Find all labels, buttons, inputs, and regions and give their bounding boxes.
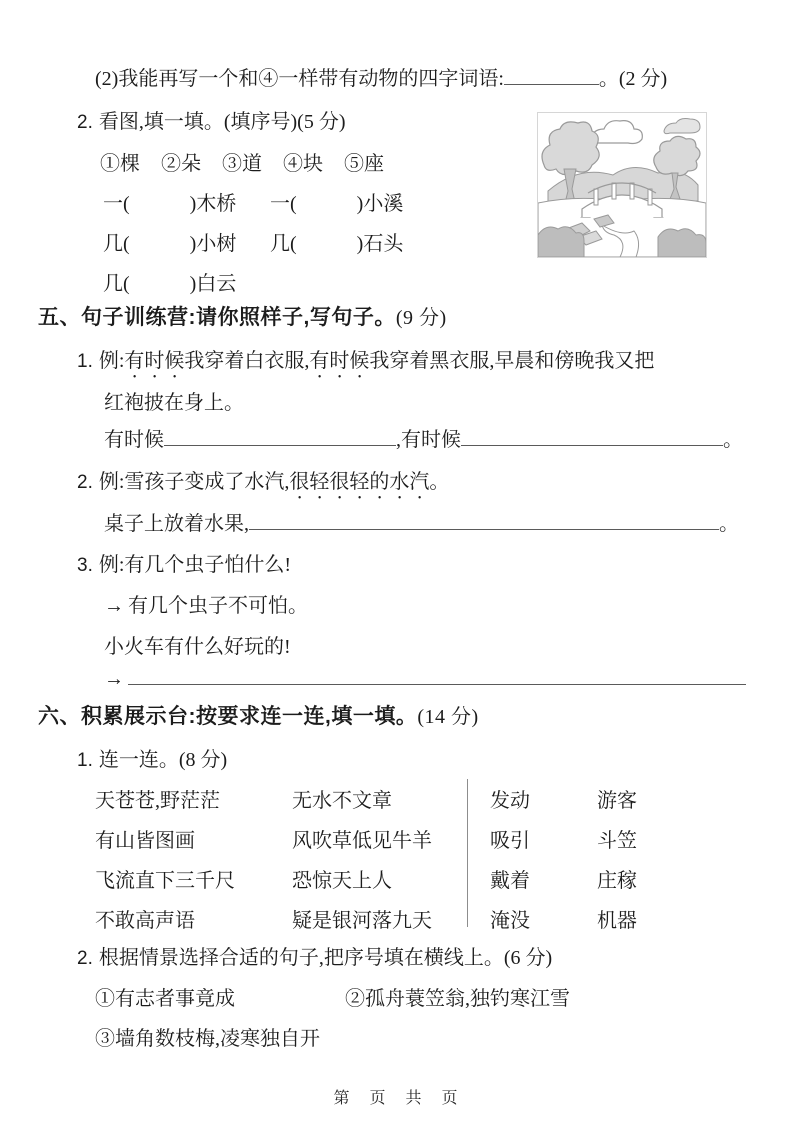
answer-blank <box>249 525 719 530</box>
match-verb-1: 发动 <box>490 790 530 812</box>
choice-1: ①有志者事竟成 <box>95 988 235 1010</box>
arrow-icon: → <box>104 668 124 690</box>
option-1: ①棵 <box>100 153 140 175</box>
column-divider <box>467 779 468 927</box>
transformed-text: 有几个虫子不可怕。 <box>128 595 308 617</box>
question-4-2-label: (2) <box>95 68 119 90</box>
example-end-punct: 。 <box>429 471 450 493</box>
choice-3: ③墙角数枝梅,凌寒独自开 <box>95 1028 320 1050</box>
item-number: 2. <box>77 112 93 133</box>
option-2: ②朵 <box>161 153 201 175</box>
emphasized-phrase: 有时候 <box>309 350 370 372</box>
section-6-title-text: 六、积累展示台:按要求连一连,填一填。 <box>38 705 418 728</box>
example-text: 我穿着黑衣服,早晨和傍晚我又把 <box>369 350 655 372</box>
example-prefix: 例: <box>98 350 125 372</box>
fill-item-stones: 几( )石头 <box>270 233 404 255</box>
section-5-title-text: 五、句子训练营:请你照样子,写句子。 <box>38 306 396 329</box>
question-4-2-score: 。(2 分) <box>598 68 668 90</box>
section-5-score: (9 分) <box>395 307 447 329</box>
match-noun-3: 庄稼 <box>597 870 637 892</box>
example-prefix: 例: <box>98 471 125 493</box>
answer-blank-idiom <box>504 80 599 85</box>
item-number: 2. <box>77 948 93 969</box>
section5-q2-example-line <box>77 469 449 504</box>
item-number: 2. <box>77 472 93 493</box>
section6-item2-line <box>77 945 552 972</box>
answer-lead-text: 桌子上放着水果, <box>104 513 249 535</box>
example-text: 有几个虫子怕什么! <box>124 554 292 576</box>
option-5: ⑤座 <box>344 153 384 175</box>
fill-item-small-trees: 几( )小树 <box>103 233 237 255</box>
answer-lead-text: 有时候 <box>104 429 164 451</box>
arrow-icon: → <box>104 595 124 617</box>
fill-item-stream: 一( )小溪 <box>270 193 404 215</box>
section5-q1-example-line2: 红袍披在身上。 <box>104 392 244 414</box>
fill-item-clouds: 几( )白云 <box>103 273 237 295</box>
section6-item2-text: 根据情景选择合适的句子,把序号填在横线上。(6 分) <box>98 947 553 969</box>
bridge-landscape-svg <box>538 113 706 257</box>
option-3: ③道 <box>222 153 262 175</box>
emphasized-phrase: 很轻很轻的水汽 <box>289 471 430 493</box>
item-number: 1. <box>77 750 93 771</box>
section5-q3-transformed-line <box>104 593 308 619</box>
section-5-title <box>38 305 447 331</box>
section6-item1-line <box>77 747 227 774</box>
answer-blank <box>128 680 746 685</box>
match-verb-2: 吸引 <box>490 830 530 852</box>
match-mid-1: 无水不文章 <box>292 790 392 812</box>
match-left-1: 天苍苍,野茫茫 <box>95 790 220 812</box>
emphasized-phrase: 有时候 <box>124 350 185 372</box>
answer-mid-text: ,有时候 <box>396 429 461 451</box>
match-noun-4: 机器 <box>597 910 637 932</box>
section5-q3-answer-line <box>104 666 746 692</box>
section5-q2-answer-line <box>104 511 739 537</box>
match-mid-4: 疑是银河落九天 <box>292 910 432 932</box>
match-mid-2: 风吹草低见牛羊 <box>292 830 432 852</box>
section-6-title <box>38 704 479 730</box>
match-left-3: 飞流直下三千尺 <box>95 870 235 892</box>
page-footer: 第 页 共 页 <box>333 1090 460 1107</box>
match-mid-3: 恐惊天上人 <box>292 870 392 892</box>
answer-blank-1 <box>164 441 396 446</box>
match-noun-1: 游客 <box>597 790 637 812</box>
choice-2: ②孤舟蓑笠翁,独钓寒江雪 <box>345 988 570 1010</box>
section5-q3-example-line <box>77 552 291 579</box>
match-left-4: 不敢高声语 <box>95 910 195 932</box>
answer-end-punct: 。 <box>723 429 743 451</box>
match-left-2: 有山皆图画 <box>95 830 195 852</box>
match-noun-2: 斗笠 <box>597 830 637 852</box>
question-4-2-text: 我能再写一个和④一样带有动物的四字词语: <box>118 68 504 90</box>
fill-item-wood-bridge: 一( )木桥 <box>103 193 237 215</box>
example-prefix: 例: <box>98 554 125 576</box>
item-number: 1. <box>77 351 93 372</box>
question-4-item2-text: 看图,填一填。(填序号)(5 分) <box>98 111 346 133</box>
example-text: 雪孩子变成了水汽, <box>124 471 290 493</box>
answer-end-punct: 。 <box>719 513 739 535</box>
section5-q1-answer-line <box>104 427 743 453</box>
measure-word-options <box>100 151 405 177</box>
section6-item1-text: 连一连。(8 分) <box>98 749 228 771</box>
match-verb-3: 戴着 <box>490 870 530 892</box>
option-4: ④块 <box>283 153 323 175</box>
question-4-2-line <box>95 66 667 92</box>
item-number: 3. <box>77 555 93 576</box>
question-4-item2-line <box>77 109 346 136</box>
match-verb-4: 淹没 <box>490 910 530 932</box>
bridge-landscape-illustration <box>537 112 707 258</box>
section5-q3-prompt-line: 小火车有什么好玩的! <box>104 636 291 658</box>
section-6-score: (14 分) <box>417 706 479 728</box>
answer-blank-2 <box>461 441 723 446</box>
section5-q1-example-line1 <box>77 348 654 383</box>
example-text: 我穿着白衣服, <box>184 350 310 372</box>
